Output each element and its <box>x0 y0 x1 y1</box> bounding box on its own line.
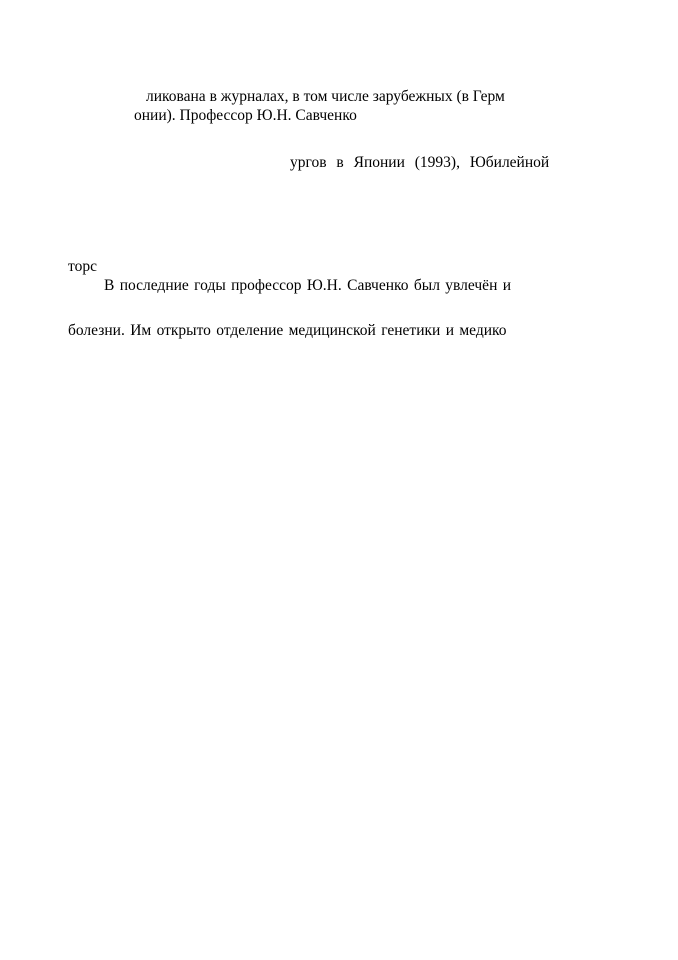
text-line-6: болезни. Им открыто отделение медицинской генетики и медико <box>68 322 507 339</box>
text-line-1: ликована в журналах, в том числе зарубежных (в Герм <box>146 88 505 105</box>
text-line-3: ургов в Японии (1993), Юбилейной <box>290 154 550 171</box>
text-line-4: торс <box>68 258 97 275</box>
text-line-2: онии). Профессор Ю.Н. Савченко <box>134 107 357 124</box>
text-line-5: В последние годы профессор Ю.Н. Савченко был увлечён и <box>104 277 512 294</box>
